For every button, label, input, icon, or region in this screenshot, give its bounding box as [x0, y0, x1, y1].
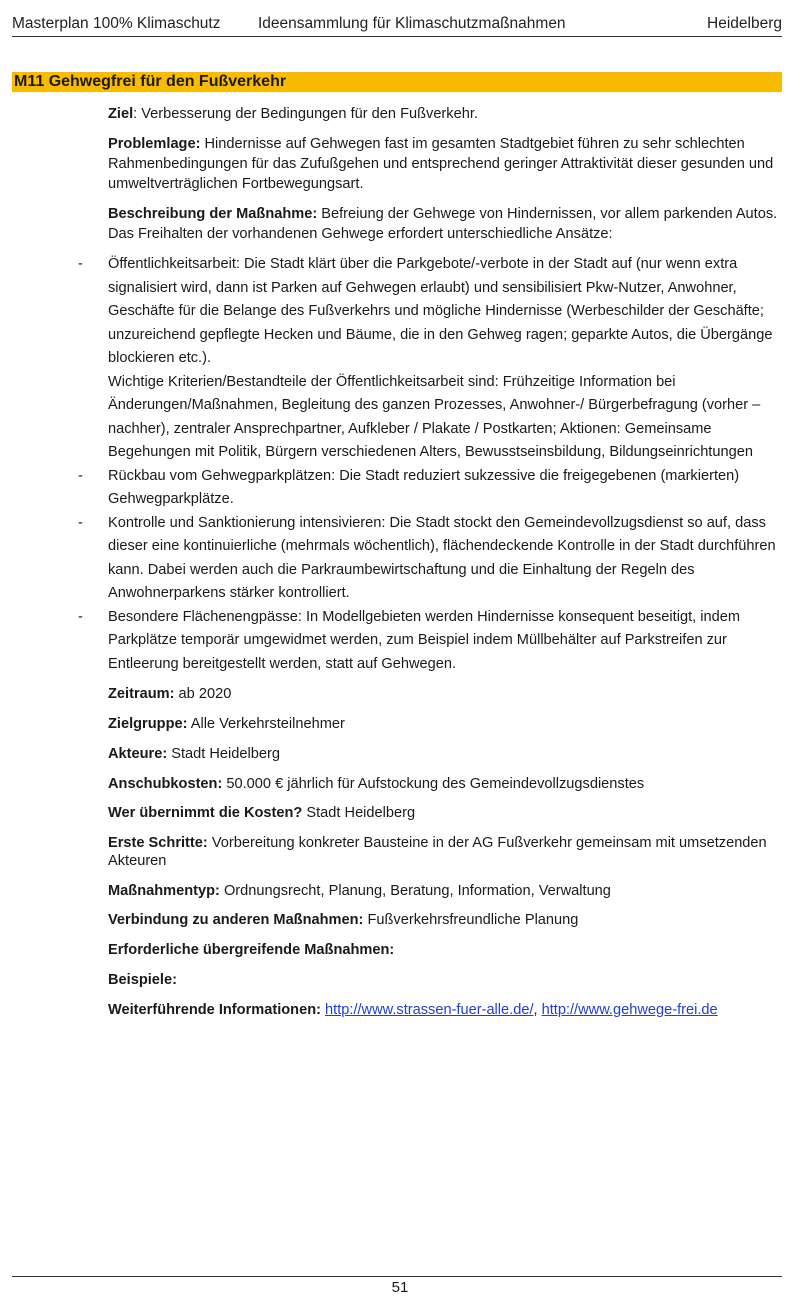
- anschubkosten-label: Anschubkosten:: [108, 776, 223, 792]
- verbindung-label: Verbindung zu anderen Maßnahmen:: [108, 912, 364, 928]
- page-number: 51: [391, 1279, 409, 1296]
- kosten-value: Stadt Heidelberg: [302, 805, 416, 821]
- erste-schritte-value: Vorbereitung konkreter Bausteine in der AG Fußverkehr gemeinsam mit umsetzenden Akteuren: [108, 835, 767, 869]
- list-item-text: Öffentlichkeitsarbeit: Die Stadt klärt über die Parkgebote/-verbote in der Stadt auf (nur wenn extra signalisiert wird, dann ist Parken auf Gehwegen erlaubt) und sensibilisiert Pkw-Nutzer, Anwohner, Geschäfte für die Belange des Fußverkehrs und mögliche Hindernisse (Werbeschilder der Geschäfte; unzureichend gepflegte Hecken und Bäume, die in den Gehweg ragen; geparkte Autos, die Übergänge blockieren etc.).: [108, 256, 773, 366]
- list-item-text: Besondere Flächenengpässe: In Modellgebieten werden Hindernisse konsequent beseitigt, indem Parkplätze temporär umgewidmet werden, zum Beispiel indem Müllbehälter auf Parkstreifen zur Entleerung bereitgestellt werden, statt auf Gehwegen.: [108, 608, 740, 672]
- weiterfuehrende-field: [108, 1001, 780, 1019]
- beispiele-label: Beispiele:: [108, 972, 177, 988]
- link-separator: ,: [533, 1002, 542, 1018]
- anschubkosten-field: [108, 775, 780, 793]
- kosten-field: [108, 804, 780, 822]
- kosten-label: Wer übernimmt die Kosten?: [108, 805, 303, 821]
- list-item-text: Rückbau vom Gehwegparkplätzen: Die Stadt reduziert sukzessive die freigegebenen (markierten) Gehwegparkplätze.: [108, 467, 740, 507]
- uebergreifende-label: Erforderliche übergreifende Maßnahmen:: [108, 942, 395, 958]
- problemlage-label: Problemlage:: [108, 136, 201, 152]
- akteure-field: [108, 745, 780, 763]
- massnahmentyp-value: Ordnungsrecht, Planung, Beratung, Information, Verwaltung: [219, 883, 611, 899]
- problemlage-text: Hindernisse auf Gehwegen fast im gesamten Stadtgebiet führen zu sehr schlechten Rahmenbedingungen für das Zufußgehen und entsprechend geringer Attraktivität dieser gesunden und umweltverträglichen Fortbewegungsart.: [108, 136, 774, 192]
- zeitraum-label: Zeitraum:: [108, 686, 175, 702]
- massnahmentyp-label: Maßnahmentyp:: [108, 883, 220, 899]
- header-middle: Ideensammlung für Klimaschutzmaßnahmen: [258, 15, 566, 32]
- ziel-paragraph: [108, 104, 780, 124]
- zeitraum-value: ab 2020: [174, 686, 232, 702]
- massnahmentyp-field: [108, 882, 780, 900]
- verbindung-value: Fußverkehrsfreundliche Planung: [363, 912, 579, 928]
- header-right: Heidelberg: [707, 15, 782, 32]
- page-header: [12, 14, 782, 37]
- zielgruppe-label: Zielgruppe:: [108, 716, 188, 732]
- list-item: [0, 253, 780, 465]
- list-dash: -: [78, 256, 83, 272]
- problemlage-paragraph: [108, 134, 780, 194]
- ziel-text: : Verbesserung der Bedingungen für den Fußverkehr.: [133, 106, 478, 122]
- list-dash: -: [78, 467, 83, 484]
- list-item: [0, 465, 780, 512]
- erste-schritte-field: [108, 834, 780, 870]
- zielgruppe-value: Alle Verkehrsteilnehmer: [187, 716, 345, 732]
- measure-title: M11 Gehwegfrei für den Fußverkehr: [12, 72, 782, 92]
- list-item: [0, 512, 780, 606]
- zielgruppe-field: [108, 715, 780, 733]
- anschubkosten-value: 50.000 € jährlich für Aufstockung des Gemeindevollzugsdienstes: [222, 776, 645, 792]
- beschreibung-label: Beschreibung der Maßnahme:: [108, 206, 318, 222]
- link-gehwege-frei[interactable]: http://www.gehwege-frei.de: [541, 1002, 718, 1018]
- weiterfuehrende-label: Weiterführende Informationen:: [108, 1002, 321, 1018]
- ziel-label: Ziel: [108, 106, 134, 122]
- zeitraum-field: [108, 685, 780, 703]
- list-dash: -: [78, 514, 83, 531]
- header-left: Masterplan 100% Klimaschutz: [12, 15, 221, 32]
- list-dash: -: [78, 608, 83, 625]
- list-item-text: Kontrolle und Sanktionierung intensivieren: Die Stadt stockt den Gemeindevollzugsdienst so auf, dass dieser eine kontinuierliche (mehrmals wöchentlich), flächendeckende Kontrolle in der Stadt durchführen kann. Dabei werden auch die Parkraumbewirtschaftung und die Einhaltung der Regeln des Anwohnerparkens stärker kontrolliert.: [108, 514, 776, 601]
- beschreibung-paragraph: [108, 204, 780, 244]
- akteure-value: Stadt Heidelberg: [167, 746, 280, 762]
- uebergreifende-field: [108, 941, 780, 959]
- beschreibung-text: Befreiung der Gehwege von Hindernissen, vor allem parkenden Autos. Das Freihalten der vorhandenen Gehwege erfordert unterschiedliche Ansätze:: [108, 206, 778, 242]
- beispiele-field: [108, 971, 780, 989]
- intro-section: [108, 104, 780, 252]
- verbindung-field: [108, 911, 780, 929]
- measures-list: [0, 253, 800, 676]
- link-strassen-fuer-alle[interactable]: http://www.strassen-fuer-alle.de/: [325, 1002, 534, 1018]
- akteure-label: Akteure:: [108, 746, 168, 762]
- list-item-extra: Wichtige Kriterien/Bestandteile der Öffentlichkeitsarbeit sind: Frühzeitige Information bei Änderungen/Maßnahmen, Begleitung des ganzen Prozesses, Anwohner-/ Bürgerbefragung (vorher – nachher), zentraler Ansprechpartner, Aufkleber / Plakate / Postkarten; Aktionen: Gemeinsame Begehungen mit Politik, Bürgern verschiedenen Alters, Bewusstseinsbildung, Bildungseinrichtungen: [108, 373, 761, 460]
- erste-schritte-label: Erste Schritte:: [108, 835, 208, 851]
- footer-divider: [12, 1276, 782, 1277]
- list-item: [0, 606, 780, 677]
